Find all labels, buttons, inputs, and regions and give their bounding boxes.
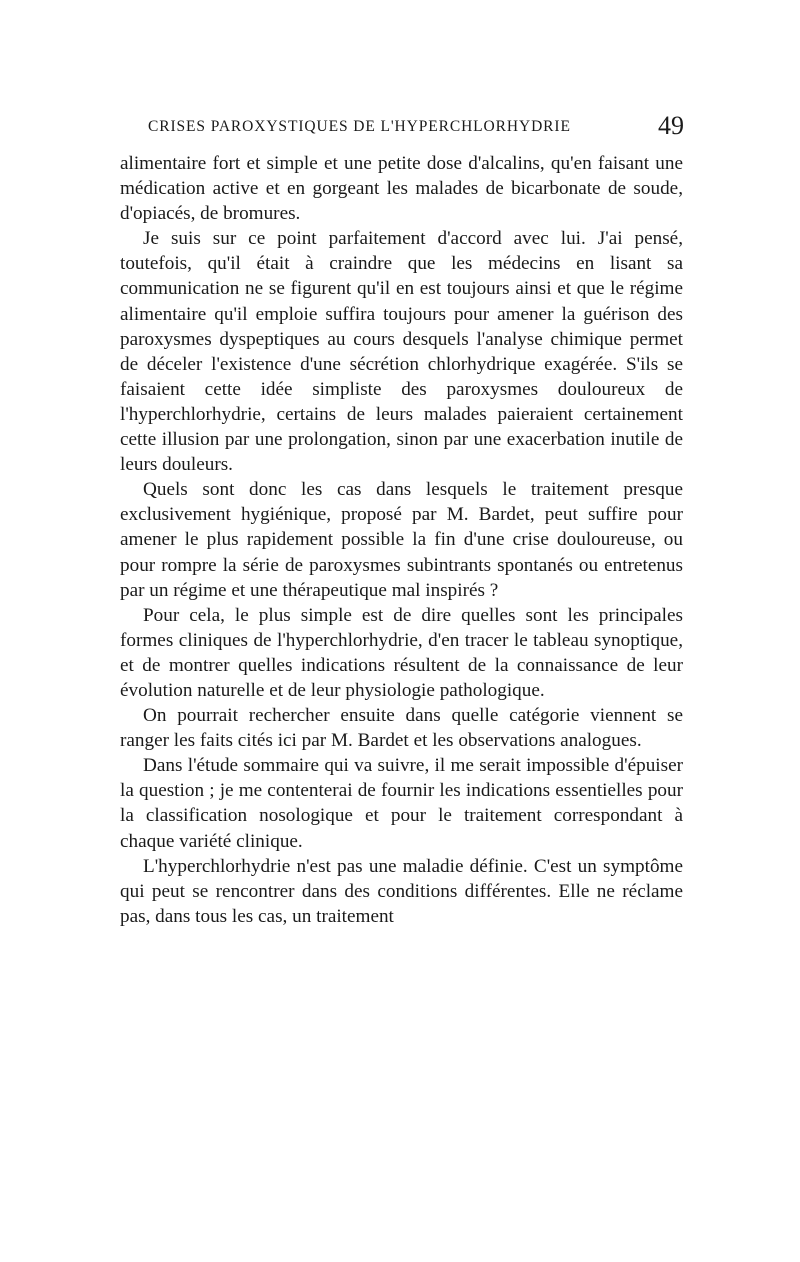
paragraph-question: Quels sont donc les cas dans lesquels le traitement presque exclusivement hygiénique, proposé par M. Bardet, peut suffire pour amener le plus rapidement possible la fin d'une crise douloureuse, ou pour rompre la série de paroxysmes subintrants spontanés ou entretenus par un régime et une thérapeutique mal inspirés ?	[120, 479, 683, 601]
running-title: CRISES PAROXYSTIQUES DE L'HYPERCHLORHYDRIE	[148, 118, 571, 135]
paragraph-symptome: L'hyperchlorhydrie n'est pas une maladie définie. C'est un symptôme qui peut se rencontrer dans des conditions différentes. Elle ne réclame pas, dans tous les cas, un traitement	[120, 855, 683, 927]
paragraph-categorie: On pourrait rechercher ensuite dans quelle catégorie viennent se ranger les faits cités ici par M. Bardet et les observations analogues.	[120, 705, 683, 752]
running-head	[148, 112, 684, 142]
paragraph-accord: Je suis sur ce point parfaitement d'accord avec lui. J'ai pensé, toutefois, qu'il était à craindre que les médecins en lisant sa communication ne se figurent qu'il en est toujours ainsi et que le régime alimentaire qu'il emploie suffira toujours pour amener la guérison des paroxysmes dyspeptiques au cours desquels l'analyse chimique permet de déceler l'existence d'une sécrétion chlorhydrique exagérée. S'ils se faisaient cette idée simpliste des paroxysmes douloureux de l'hyperchlorhydrie, certains de leurs malades paieraient certainement cette illusion par une prolongation, sinon par une exacerbation inutile de leurs douleurs.	[120, 228, 683, 476]
body-text	[120, 151, 683, 929]
paragraph-continuation: alimentaire fort et simple et une petite dose d'alcalins, qu'en faisant une médication active et en gorgeant les malades de bicarbonate de soude, d'opiacés, de bromures.	[120, 153, 683, 225]
paragraph-etude-sommaire: Dans l'étude sommaire qui va suivre, il me serait impossible d'épuiser la question ; je me contenterai de fournir les indications essentielles pour la classification nosologique et pour le traitement correspondant à chaque variété clinique.	[120, 755, 683, 852]
page-number: 49	[658, 111, 684, 140]
paragraph-formes-cliniques: Pour cela, le plus simple est de dire quelles sont les principales formes cliniques de l'hyperchlorhydrie, d'en tracer le tableau synoptique, et de montrer quelles indications résultent de la connaissance de leur évolution naturelle et de leur physiologie pathologique.	[120, 604, 683, 701]
